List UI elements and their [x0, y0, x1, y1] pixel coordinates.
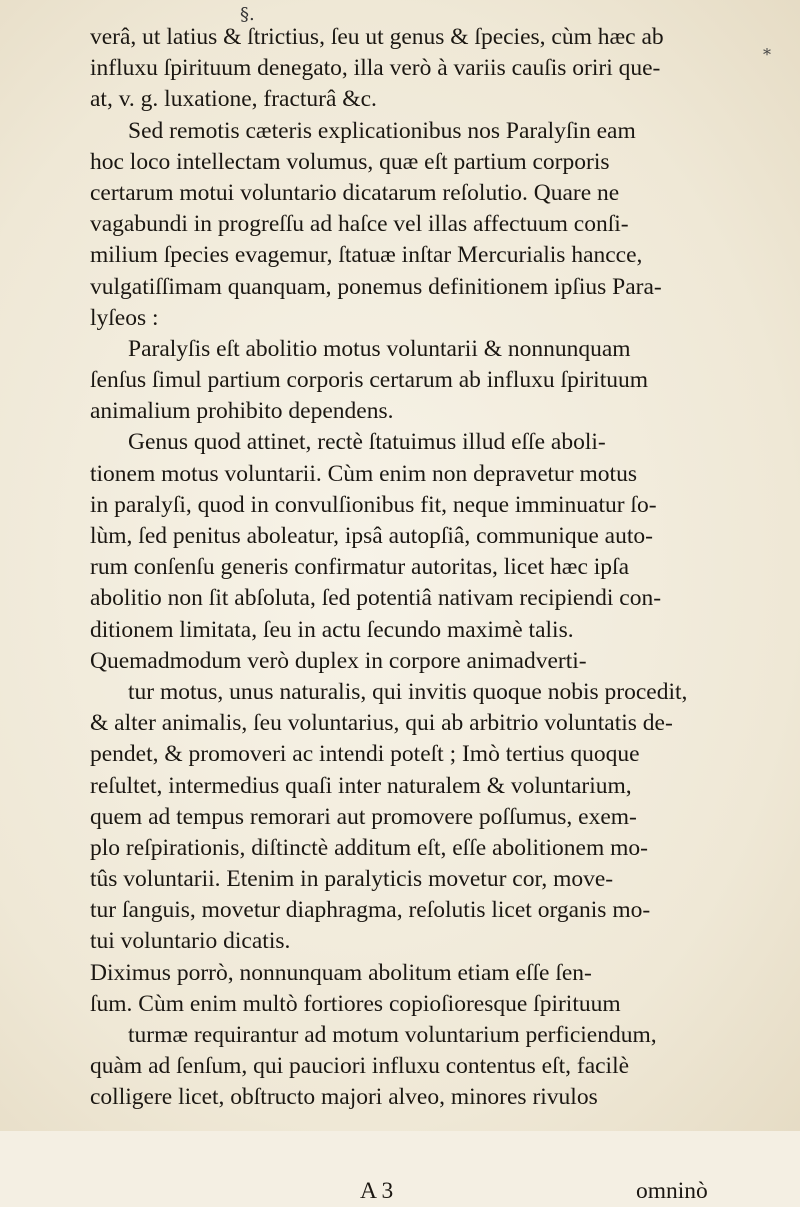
text-line: turmæ requirantur ad motum voluntarium perficiendum,	[128, 1022, 657, 1048]
text-line: vulgatiſſimam quanquam, ponemus definitionem ipſius Para-	[90, 273, 662, 300]
text-line: & alter animalis, ſeu voluntarius, qui ab arbitrio voluntatis de-	[90, 710, 673, 737]
text-line: Sed remotis cæteris explicationibus nos Paralyſin eam	[128, 117, 636, 144]
text-line: tûs voluntarii. Etenim in paralyticis movetur cor, move-	[90, 866, 614, 893]
signature-mark: A 3	[360, 1177, 394, 1204]
text-line: quàm ad ſenſum, qui pauciori influxu contentus eſt, facilè	[90, 1053, 630, 1080]
text-line: reſultet, intermedius quaſi inter naturalem & voluntarium,	[90, 772, 632, 799]
text-line: tur motus, unus naturalis, qui invitis quoque nobis procedit,	[128, 678, 688, 705]
text-line	[90, 1114, 750, 1145]
text-line: tui voluntario dicatis.	[90, 928, 291, 955]
text-line: milium ſpecies evagemur, ſtatuæ inſtar Mercurialis hancce,	[90, 242, 643, 269]
text-line: ditionem limitata, ſeu in actu ſecundo maximè talis.	[90, 616, 574, 643]
text-line: tionem motus voluntarii. Cùm enim non depravetur motus	[90, 460, 637, 487]
text-line: abolitio non ſit abſoluta, ſed potentiâ nativam recipiendi con-	[90, 585, 662, 612]
text-line: certarum motui voluntario dicatarum reſolutio. Quare ne	[90, 179, 620, 206]
text-line: quem ad tempus remorari aut promovere poſſumus, exem-	[90, 803, 637, 830]
text-line: ſenſus ſimul partium corporis certarum ab influxu ſpirituum	[90, 367, 649, 394]
margin-mark: *	[763, 45, 771, 64]
text-line: Diximus porrò, nonnunquam abolitum etiam eſſe ſen-	[90, 959, 592, 986]
text-line: influxu ſpirituum denegato, illa verò à variis cauſis oriri que-	[90, 55, 661, 82]
text-line: pendet, & promoveri ac intendi poteſt ; Imò tertius quoque	[90, 741, 640, 768]
catchword: omninò	[636, 1177, 708, 1204]
body-text	[90, 22, 750, 1207]
text-line: Genus quod attinet, rectè ſtatuimus illud eſſe aboli-	[128, 429, 606, 456]
text-line: verâ, ut latius & ſtrictius, ſeu ut genus & ſpecies, cùm hæc ab	[90, 24, 664, 50]
text-line: lùm, ſed penitus aboleatur, ipsâ autopſiâ, communique auto-	[90, 523, 653, 549]
text-line: Quemadmodum verò duplex in corpore animadverti-	[90, 647, 587, 674]
text-line: animalium prohibito dependens.	[90, 398, 394, 425]
text-line: plo reſpirationis, diſtinctè additum eſt, eſſe abolitionem mo-	[90, 834, 648, 861]
text-line: tur ſanguis, movetur diaphragma, reſolutis licet organis mo-	[90, 897, 651, 924]
text-line: colligere licet, obſtructo majori alveo, minores rivulos	[90, 1084, 598, 1111]
text-line: rum conſenſu generis confirmatur autoritas, licet hæc ipſa	[90, 554, 630, 581]
text-line: vagabundi in progreſſu ad haſce vel illas affectuum conſi-	[90, 211, 629, 238]
text-line: at, v. g. luxatione, fracturâ &c.	[90, 86, 377, 113]
definition-line: Paralyſis eſt abolitio motus voluntarii & nonnunquam	[128, 335, 631, 362]
text-line: in paralyſi, quod in convulſionibus fit, neque imminuatur ſo-	[90, 491, 657, 518]
text-line: hoc loco intellectam volumus, quæ eſt partium corporis	[90, 148, 610, 175]
text-line: ſum. Cùm enim multò fortiores copioſioresque ſpirituum	[90, 990, 621, 1017]
text-line	[90, 1145, 750, 1176]
text-line: lyſeos :	[90, 304, 159, 331]
page-mark: §.	[240, 4, 255, 25]
page-footer	[90, 1176, 750, 1207]
